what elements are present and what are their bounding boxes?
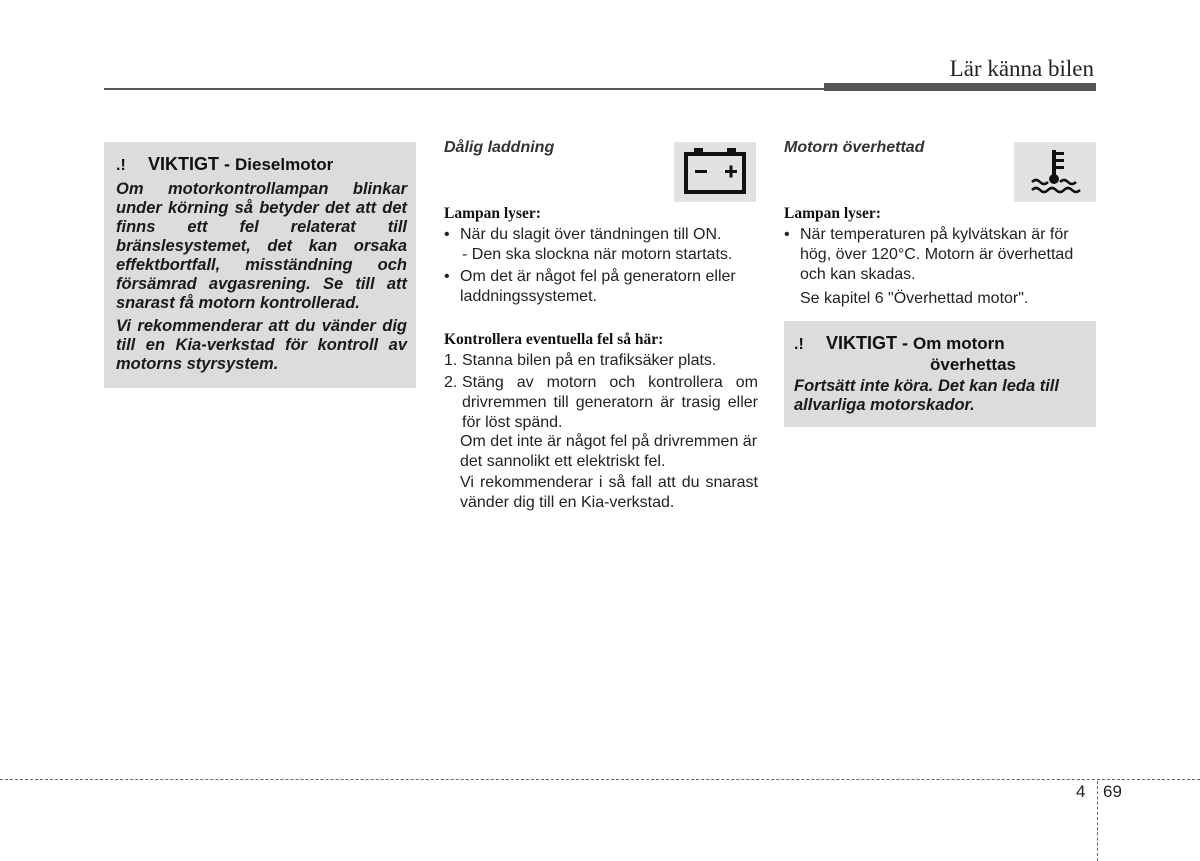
warning-subject: Om motorn (913, 334, 1005, 353)
step-item: 1. Stanna bilen på en trafiksäker plats. (444, 352, 717, 369)
lamp-list-overheat (784, 225, 1098, 311)
warning-label: VIKTIGT - (148, 154, 230, 174)
page-header-title: Lär känna bilen (949, 56, 1094, 81)
section-heading-overheat: Motorn överhettad (784, 139, 925, 156)
paragraph-belt: Om det inte är något fel på drivremmen är det sannolikt ett elektriskt fel. (460, 433, 758, 470)
warning-label: VIKTIGT - (826, 333, 908, 353)
warning-box-overheat (784, 321, 1096, 427)
header-rule (104, 88, 824, 90)
footer-divider (1097, 781, 1098, 861)
list-item-note: - Den ska slockna när motorn startats. (462, 246, 733, 263)
header-rule-accent (824, 83, 1096, 91)
warning-icon: .! (794, 336, 804, 353)
warning-recommendation: Vi rekommenderar att du vänder dig till en Kia-verkstad för kontroll av motorns styrsystem. (116, 317, 407, 373)
warning-subject-line2: överhettas (930, 355, 1016, 374)
lamp-heading-overheat: Lampan lyser: (784, 205, 881, 222)
warning-box-diesel (104, 142, 416, 388)
footer-rule (0, 779, 1200, 780)
warning-body: Om motorkontrollampan blinkar under körning så betyder det att det finns ett fel relaterat till bränslesystemet, det kan orsaka effektbortfall, misständning och försämrad avgasrening. Se till att snarast få motorn kontrollerad. (116, 180, 407, 312)
step-item: 2. Stäng av motorn och kontrollera om drivremmen till generatorn är trasig eller för löst spänd. (444, 374, 758, 431)
lamp-heading-charging: Lampan lyser: (444, 205, 541, 222)
warning-icon: .! (116, 157, 126, 174)
warning-heading (116, 154, 407, 176)
paragraph-recommendation: Vi rekommenderar i så fall att du snarast vänder dig till en Kia-verkstad. (460, 474, 758, 511)
warning-body: Fortsätt inte köra. Det kan leda till allvarliga motorskador. (794, 377, 1059, 414)
list-item: • När temperaturen på kylvätskan är för hög, över 120°C. Motorn är överhettad och kan skadas. Se kapitel 6 "Överhettad motor". (784, 225, 1098, 309)
section-heading-charging: Dålig laddning (444, 139, 555, 156)
warning-heading (794, 333, 1088, 375)
check-heading: Kontrollera eventuella fel så här: (444, 331, 664, 348)
check-steps (444, 351, 758, 433)
coolant-temperature-icon (1014, 142, 1096, 202)
list-item: • Om det är något fel på generatorn eller laddningssystemet. (444, 268, 736, 305)
lamp-list-charging (444, 225, 758, 309)
page-number: 69 (1103, 782, 1122, 801)
list-item: • När du slagit över tändningen till ON. - Den ska slockna när motorn startats. (444, 225, 758, 265)
chapter-number: 4 (1076, 782, 1086, 801)
see-reference: Se kapitel 6 "Överhettad motor". (800, 290, 1029, 307)
warning-subject: Dieselmotor (235, 155, 334, 174)
battery-icon (674, 142, 756, 202)
